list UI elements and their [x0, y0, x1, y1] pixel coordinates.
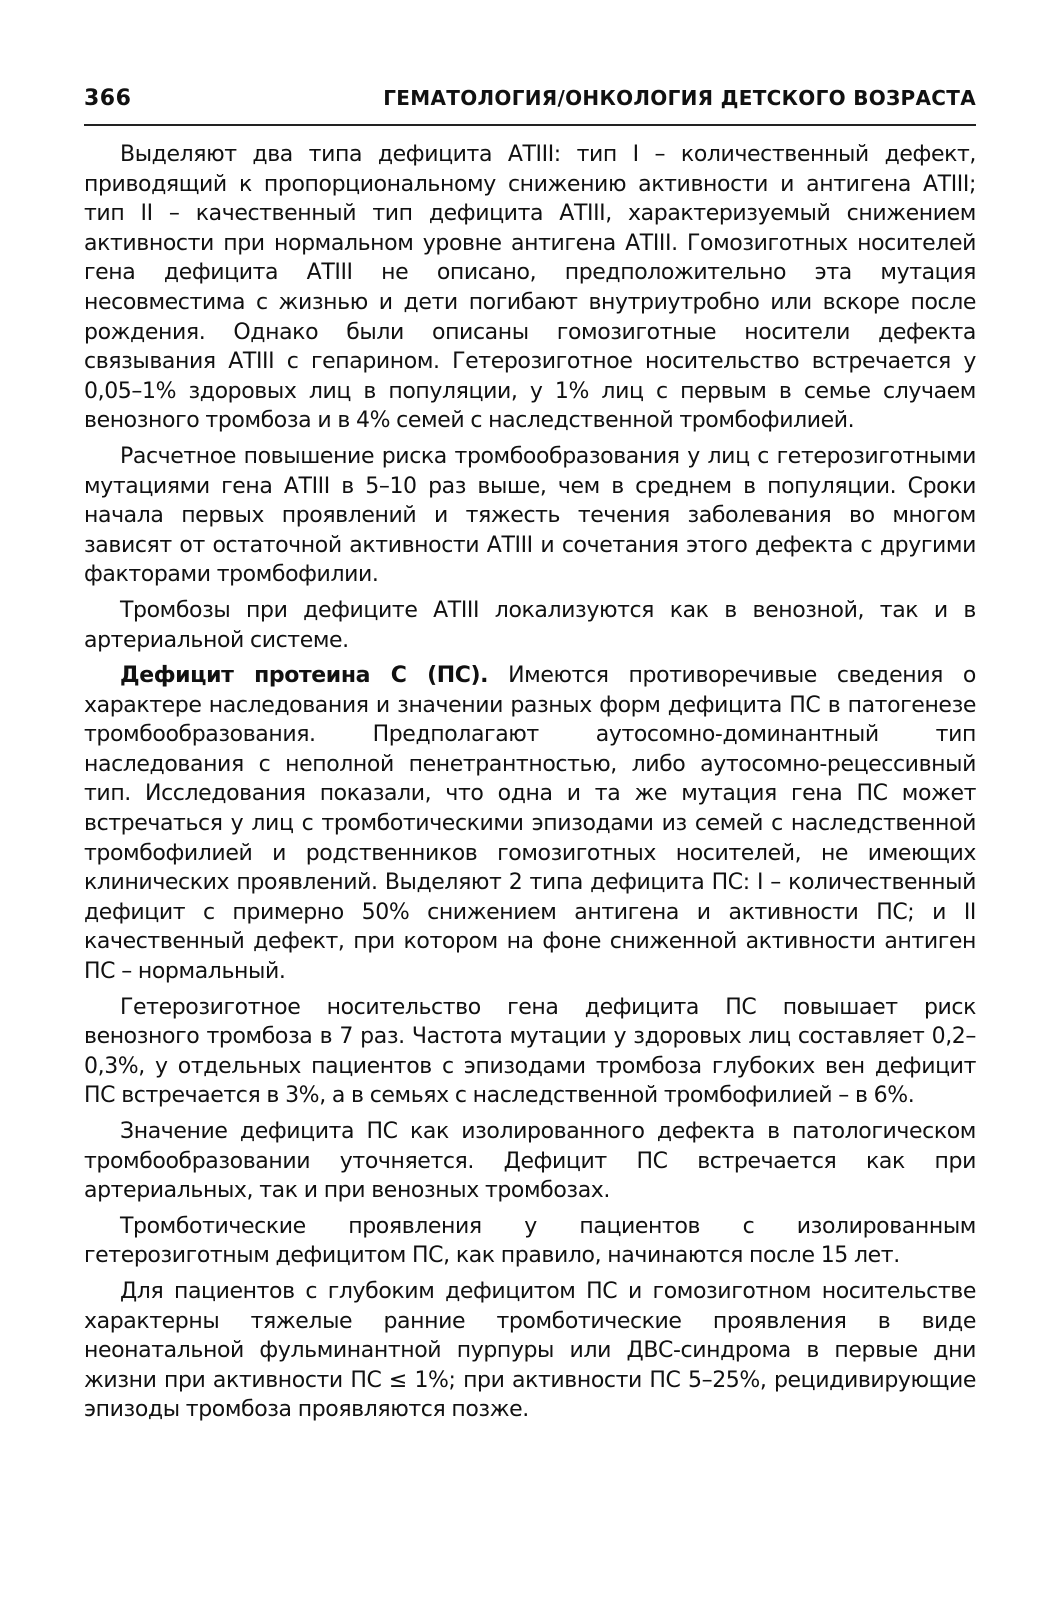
- page-body: [84, 140, 976, 1431]
- paragraph-atiii-thrombosis: Тромбозы при дефиците АТIII локализуются как в венозной, так и в артериальной системе.: [84, 597, 976, 653]
- paragraph-pc-onset: Тромботические проявления у пациентов с изолированным гетерозиготным дефицитом ПС, как правило, начинаются после 15 лет.: [84, 1213, 976, 1269]
- running-title: ГЕМАТОЛОГИЯ/ОНКОЛОГИЯ ДЕТСКОГО ВОЗРАСТА: [383, 86, 976, 110]
- header-rule: [84, 124, 976, 126]
- paragraph-pc-heterozygous: Гетерозиготное носительство гена дефицита ПС повышает риск венозного тромбоза в 7 раз. Частота мутации у здоровых лиц составляет 0,2–0,3%, у отдельных пациентов с эпизодами тромбоза глубоких вен дефицит ПС встречается в 3%, а в семьях с наследственной тромбофилией – в 6%.: [84, 994, 976, 1109]
- page-number: 366: [84, 86, 132, 111]
- section-heading-protein-c: Дефицит протеина С (ПС).: [120, 663, 489, 689]
- paragraph-atiii-risk: Расчетное повышение риска тромбообразования у лиц с гетерозиготными мутациями гена АТIII в 5–10 раз выше, чем в среднем в популяции. Сроки начала первых проявлений и тяжесть течения заболевания во многом зависят от остаточной активности АТIII и сочетания этого дефекта с другими факторами тромбофилии.: [84, 443, 976, 588]
- paragraph-atiii-types: Выделяют два типа дефицита АТIII: тип I – количественный дефект, приводящий к пропорциональному снижению активности и антигена АТIII; тип II – качественный тип дефицита АТIII, характеризуемый снижением активности при нормальном уровне антигена АТIII. Гомозиготных носителей гена дефицита АТIII не описано, предположительно эта мутация несовместима с жизнью и дети погибают внутриутробно или вскоре после рождения. Однако были описаны гомозиготные носители дефекта связывания АТIII с гепарином. Гетерозиготное носительство встречается у 0,05–1% здоровых лиц в популяции, у 1% лиц с первым в семье случаем венозного тромбоза и в 4% семей с наследственной тромбофилией.: [84, 142, 976, 434]
- paragraph-pc-severe: Для пациентов с глубоким дефицитом ПС и гомозиготном носительстве характерны тяжелые ранние тромботические проявления в виде неонатальной фульминантной пурпуры или ДВС-синдрома в первые дни жизни при активности ПС ≤ 1%; при активности ПС 5–25%, рецидивирующие эпизоды тромбоза проявляются позже.: [84, 1278, 976, 1423]
- page-header: [84, 86, 976, 122]
- paragraph-protein-c: [84, 661, 976, 987]
- paragraph-pc-significance: Значение дефицита ПС как изолированного дефекта в патологическом тромбообразовании уточняется. Дефицит ПС встречается как при артериальных, так и при венозных тромбозах.: [84, 1119, 976, 1204]
- paragraph-protein-c-text: Имеются противоречивые сведения о характере наследования и значении разных форм дефицита ПС в патогенезе тромбообразования. Предполагают аутосомно-доминантный тип наследования с неполной пенетрантностью, либо аутосомно-рецессивный тип. Исследования показали, что одна и та же мутация гена ПС может встречаться у лиц с тромботическими эпизодами из семей с наследственной тромбофилией и родственников гомозиготных носителей, не имеющих клинических проявлений. Выделяют 2 типа дефицита ПС: I – количественный дефицит с примерно 50% снижением антигена и активности ПС; и II качественный дефект, при котором на фоне сниженной активности антиген ПС – нормальный.: [84, 663, 976, 985]
